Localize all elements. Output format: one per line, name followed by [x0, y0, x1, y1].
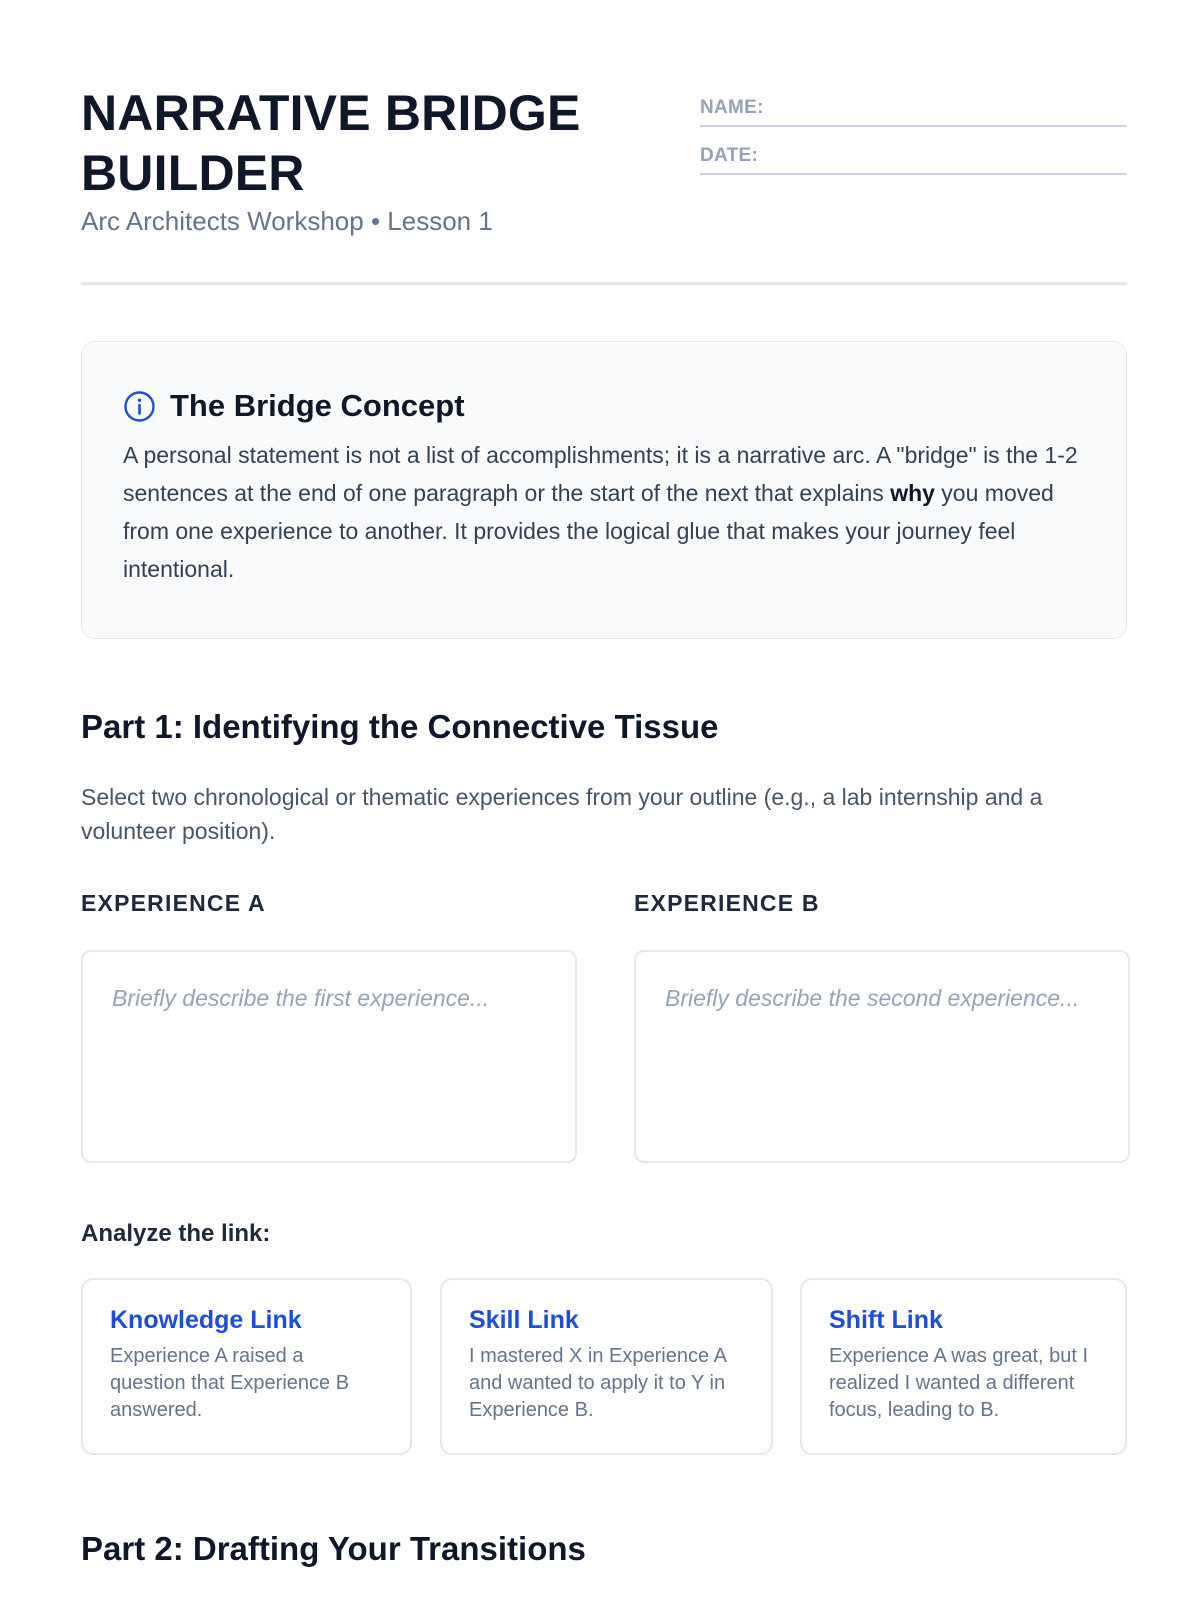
date-label: DATE:: [700, 145, 759, 166]
experience-a-placeholder: Briefly describe the first experience...: [112, 985, 490, 1011]
experience-a-input[interactable]: [81, 950, 577, 1163]
worksheet-header: [81, 0, 1127, 286]
analyze-link-label: Analyze the link:: [81, 1220, 271, 1247]
link-card-description: I mastered X in Experience A and wanted to apply it to Y in Experience B.: [469, 1345, 726, 1421]
bridge-concept-panel: [81, 341, 1127, 639]
concept-header: [123, 386, 1085, 426]
concept-title: The Bridge Concept: [170, 388, 465, 423]
experience-a-label: EXPERIENCE A: [81, 890, 266, 916]
skill-link-card: [440, 1278, 773, 1455]
link-card-title: Skill Link: [469, 1306, 579, 1334]
link-card-title: Shift Link: [829, 1306, 943, 1334]
concept-body: [123, 436, 1083, 588]
link-card-description: Experience A was great, but I realized I wanted a different focus, leading to B.: [829, 1345, 1089, 1421]
name-label: NAME:: [700, 97, 764, 118]
concept-body-part: A personal statement is not a list of accomplishments; it is a narrative arc. A "bridge" is the 1-2 sentences at the end of one paragraph or the start of the next that explains: [123, 442, 1078, 506]
concept-body-part: you moved from one experience to another. It provides the logical glue that makes your journey feel intentional.: [123, 480, 1054, 582]
header-divider: [81, 282, 1127, 285]
experience-b-placeholder: Briefly describe the second experience...: [665, 985, 1080, 1011]
part1-intro: Select two chronological or thematic experiences from your outline (e.g., a lab internship and a volunteer position).: [81, 784, 1043, 844]
knowledge-link-card: [81, 1278, 412, 1455]
page-title: NARRATIVE BRIDGE BUILDER: [81, 85, 581, 201]
link-card-description: Experience A raised a question that Experience B answered.: [110, 1345, 350, 1421]
info-icon: [123, 390, 156, 423]
part2-title: Part 2: Drafting Your Transitions: [81, 1530, 586, 1567]
experience-b-input[interactable]: [634, 950, 1130, 1163]
page-subtitle: Arc Architects Workshop • Lesson 1: [81, 206, 493, 236]
worksheet-page: [81, 0, 1127, 1567]
concept-body-emphasis: why: [890, 480, 935, 506]
link-card-title: Knowledge Link: [110, 1306, 302, 1334]
part1-title: Part 1: Identifying the Connective Tissue: [81, 708, 719, 745]
date-field[interactable]: [700, 127, 1127, 175]
shift-link-card: [800, 1278, 1127, 1455]
student-info-fields: [700, 78, 1127, 175]
experience-b-label: EXPERIENCE B: [634, 890, 820, 916]
name-field[interactable]: [700, 78, 1127, 127]
